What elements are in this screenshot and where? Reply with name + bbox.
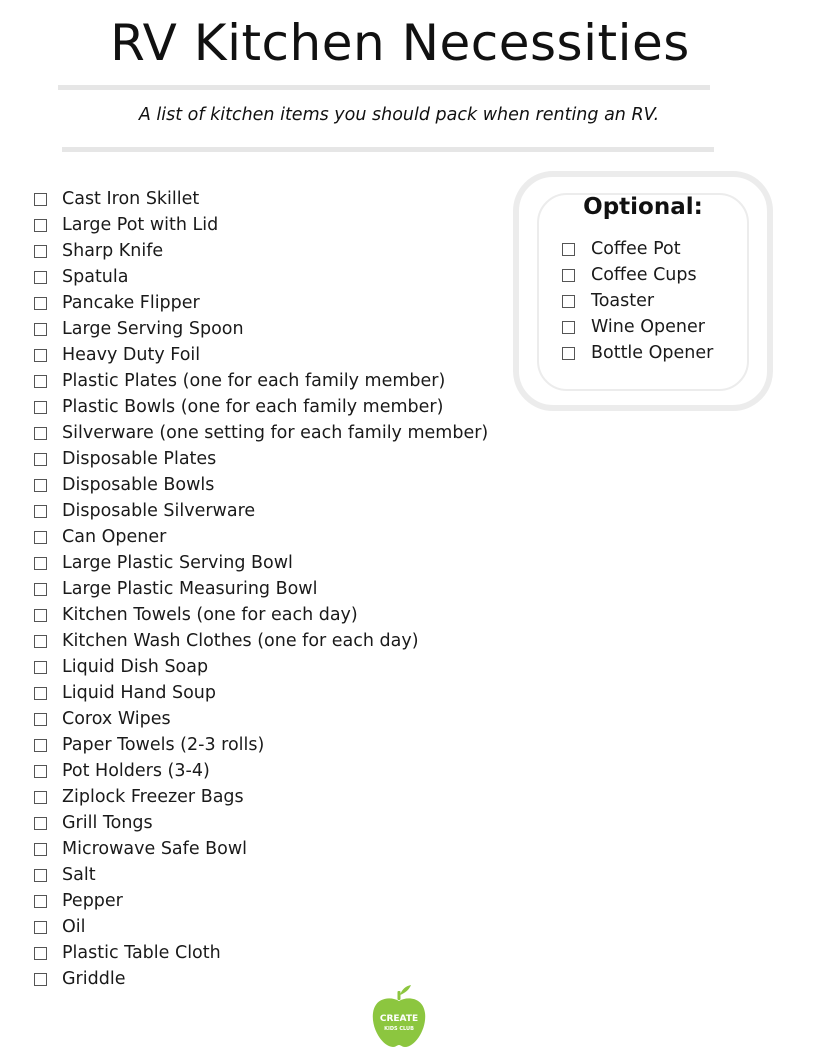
checklist-item-label: Pancake Flipper	[62, 293, 200, 313]
logo-line1: CREATE	[379, 1014, 419, 1024]
checklist-item	[32, 628, 488, 654]
optional-item	[562, 262, 713, 288]
checkbox[interactable]	[34, 817, 47, 830]
checkbox[interactable]	[34, 245, 47, 258]
checklist-item	[32, 862, 488, 888]
optional-item-label: Coffee Pot	[591, 239, 681, 259]
checklist-item	[32, 420, 488, 446]
optional-item	[562, 236, 713, 262]
checklist-item	[32, 368, 488, 394]
checkbox[interactable]	[34, 765, 47, 778]
checklist-item-label: Can Opener	[62, 527, 167, 547]
checkbox[interactable]	[34, 401, 47, 414]
checkbox[interactable]	[34, 869, 47, 882]
optional-item	[562, 288, 713, 314]
checklist-item	[32, 706, 488, 732]
checklist-item-label: Paper Towels (2-3 rolls)	[62, 735, 265, 755]
checkbox[interactable]	[34, 661, 47, 674]
checklist-item-label: Salt	[62, 865, 96, 885]
checklist-item-label: Large Plastic Measuring Bowl	[62, 579, 318, 599]
checklist-item	[32, 264, 488, 290]
checkbox[interactable]	[34, 635, 47, 648]
optional-item-label: Wine Opener	[591, 317, 705, 337]
checkbox[interactable]	[34, 531, 47, 544]
checklist-item	[32, 524, 488, 550]
checkbox[interactable]	[34, 479, 47, 492]
checklist-item	[32, 472, 488, 498]
checklist-item-label: Griddle	[62, 969, 126, 989]
checklist-item	[32, 238, 488, 264]
checklist-item-label: Pot Holders (3-4)	[62, 761, 210, 781]
checklist-item-label: Plastic Plates (one for each family member)	[62, 371, 446, 391]
checkbox[interactable]	[34, 557, 47, 570]
checklist-item	[32, 888, 488, 914]
checklist-item-label: Large Plastic Serving Bowl	[62, 553, 293, 573]
checklist-item-label: Liquid Hand Soup	[62, 683, 217, 703]
optional-item-label: Coffee Cups	[591, 265, 697, 285]
checkbox[interactable]	[562, 347, 575, 360]
kitchen-checklist	[32, 186, 488, 992]
checklist-item-label: Plastic Table Cloth	[62, 943, 221, 963]
checkbox[interactable]	[34, 375, 47, 388]
checklist-item-label: Disposable Bowls	[62, 475, 215, 495]
checkbox[interactable]	[34, 895, 47, 908]
checkbox[interactable]	[562, 243, 575, 256]
checklist-item	[32, 186, 488, 212]
checkbox[interactable]	[34, 323, 47, 336]
checklist-item	[32, 394, 488, 420]
checkbox[interactable]	[34, 791, 47, 804]
checkbox[interactable]	[34, 921, 47, 934]
checklist-item-label: Grill Tongs	[62, 813, 153, 833]
checkbox[interactable]	[562, 295, 575, 308]
checklist-item	[32, 810, 488, 836]
checkbox[interactable]	[34, 947, 47, 960]
checklist-item	[32, 316, 488, 342]
checkbox[interactable]	[34, 349, 47, 362]
checklist-item-label: Cast Iron Skillet	[62, 189, 200, 209]
checklist-item-label: Plastic Bowls (one for each family member)	[62, 397, 444, 417]
optional-item	[562, 314, 713, 340]
checkbox[interactable]	[34, 713, 47, 726]
optional-heading: Optional:	[583, 194, 703, 220]
optional-item-label: Bottle Opener	[591, 343, 714, 363]
checklist-item	[32, 446, 488, 472]
checkbox[interactable]	[34, 427, 47, 440]
checklist-item	[32, 654, 488, 680]
checklist-item-label: Spatula	[62, 267, 129, 287]
checklist-item-label: Disposable Plates	[62, 449, 217, 469]
checklist-item-label: Ziplock Freezer Bags	[62, 787, 244, 807]
checklist-item	[32, 498, 488, 524]
optional-item	[562, 340, 713, 366]
checkbox[interactable]	[34, 973, 47, 986]
checklist-item	[32, 680, 488, 706]
checkbox[interactable]	[34, 609, 47, 622]
checklist-item-label: Oil	[62, 917, 86, 937]
optional-item-label: Toaster	[591, 291, 655, 311]
checklist-item	[32, 914, 488, 940]
checklist-item-label: Microwave Safe Bowl	[62, 839, 248, 859]
checkbox[interactable]	[34, 219, 47, 232]
checklist-item-label: Large Serving Spoon	[62, 319, 244, 339]
checkbox[interactable]	[34, 687, 47, 700]
checklist-item-label: Kitchen Towels (one for each day)	[62, 605, 358, 625]
checklist-item	[32, 212, 488, 238]
checklist-item-label: Large Pot with Lid	[62, 215, 219, 235]
checklist-item	[32, 940, 488, 966]
checklist-item	[32, 758, 488, 784]
checklist-item-label: Disposable Silverware	[62, 501, 256, 521]
page-subtitle: A list of kitchen items you should pack when renting an RV.	[138, 105, 660, 125]
checklist-item-label: Corox Wipes	[62, 709, 171, 729]
checkbox[interactable]	[34, 843, 47, 856]
checkbox[interactable]	[562, 321, 575, 334]
checkbox[interactable]	[34, 739, 47, 752]
checklist-item-label: Silverware (one setting for each family member)	[62, 423, 489, 443]
divider-bottom	[62, 147, 714, 152]
apple-logo-icon	[369, 983, 429, 1049]
stem-shape	[398, 991, 401, 1000]
checkbox[interactable]	[34, 193, 47, 206]
checklist-item	[32, 550, 488, 576]
leaf-shape	[400, 985, 411, 995]
checkbox[interactable]	[34, 271, 47, 284]
checklist-item	[32, 784, 488, 810]
checklist-item	[32, 836, 488, 862]
checklist-item	[32, 342, 488, 368]
checklist-item	[32, 732, 488, 758]
checkbox[interactable]	[34, 297, 47, 310]
checklist-item-label: Kitchen Wash Clothes (one for each day)	[62, 631, 419, 651]
checklist-item	[32, 576, 488, 602]
optional-checklist	[562, 236, 713, 366]
checklist-item	[32, 290, 488, 316]
page-title: RV Kitchen Necessities	[110, 14, 690, 72]
checklist-item-label: Sharp Knife	[62, 241, 164, 261]
checklist-item-label: Pepper	[62, 891, 123, 911]
checkbox[interactable]	[562, 269, 575, 282]
checklist-item	[32, 602, 488, 628]
logo-line2: KIDS CLUB	[384, 1026, 414, 1032]
checklist-item-label: Liquid Dish Soap	[62, 657, 209, 677]
checkbox[interactable]	[34, 583, 47, 596]
checkbox[interactable]	[34, 453, 47, 466]
checkbox[interactable]	[34, 505, 47, 518]
divider-top	[58, 85, 710, 90]
checklist-item-label: Heavy Duty Foil	[62, 345, 201, 365]
